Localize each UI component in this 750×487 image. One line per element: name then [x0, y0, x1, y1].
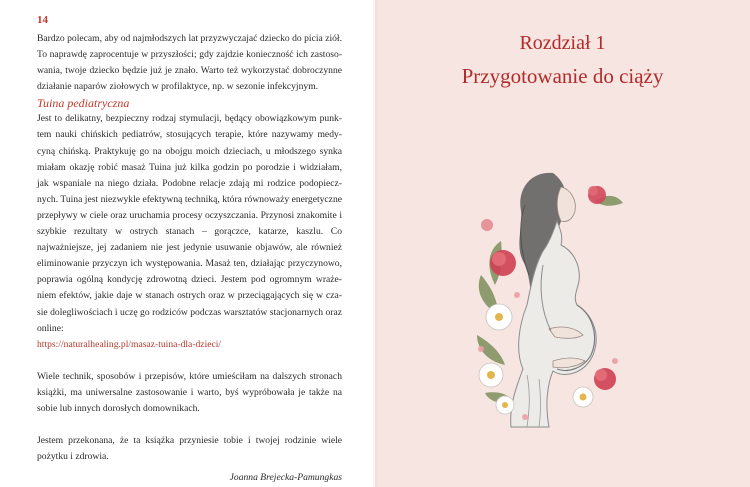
closing-paragraph: Jestem przekonana, że ta książka przyniesie tobie i twojej rodzinie wiele pożytku i zdrowia.: [37, 435, 342, 463]
techniques-paragraph: Wiele technik, sposobów i przepisów, które umieściłam na dalszych stronach książki, ma uniwersalne zastosowanie i warto, byś wypróbowała je także na sobie lub innych dorosłych domownikach.: [37, 370, 342, 414]
page-number: 14: [37, 14, 48, 26]
section-heading: Tuina pediatryczna: [37, 96, 130, 111]
chapter-label: Rozdział 1: [519, 32, 606, 54]
tuina-link[interactable]: https://naturalhealing.pl/masaz-tuina-dla-dzieci/: [37, 338, 222, 350]
author-signature: Joanna Brejecka-Pamungkas: [229, 472, 342, 484]
chapter-title: Przygotowanie do ciąży: [461, 64, 664, 88]
face-shape: [557, 187, 575, 222]
intro-paragraph: Bardzo polecam, aby od najmłodszych lat przyzwyczajać dziecko do picia ziół. To naprawdę zaprocentuje w przyszłości; gdy zajdzie konieczność ich zastosowania, twoje dziecko będzie już je znało. Warto też wykorzystać dobroczynne działanie naparów ziołowych w profilaktyce, np. w sezonie infekcyjnym.: [37, 33, 342, 93]
section-paragraph: Jest to delikatny, bezpieczny rodzaj stymulacji, będący obowiązkowym punktem nauki chińskich pediatrów, stosujących terapie, które nazywamy medycyną chińską. Praktykuję go na obojgu moich dzieciach, u młodszego synka miałam okazję robić masaż Tuina już kilka godzin po porodzie i widziałam, jak wspaniale na niego działa. Podobne relacje zdają mi rodzice podopiecznych. Tuina jest niezwykle efektywną techniką, która równoważy energetyczne przepływy w ciele oraz uruchamia procesy oczyszczania. Przynosi znakomite i szybkie rezultaty w ostrych stanach – gorączce, katarze, kaszlu. Co najważniejsze, jej zadaniem nie jest jedynie usuwanie objawów, ale również eliminowanie przyczyn ich występowania. Masaż ten, działając przyczynowo, poprawia ogólną kondycję zdrowotną dzieci. Jestem pod ogromnym wrażeniem efektów, jakie daje w stanach ostrych oraz w przeciągających się w czasie dolegliwościach i uczę go rodziców podczas warsztatów stacjonarnych oraz online:: [37, 113, 342, 334]
left-page-body: [37, 31, 342, 486]
pregnant-woman-with-flowers-illustration-icon: [465, 165, 645, 430]
